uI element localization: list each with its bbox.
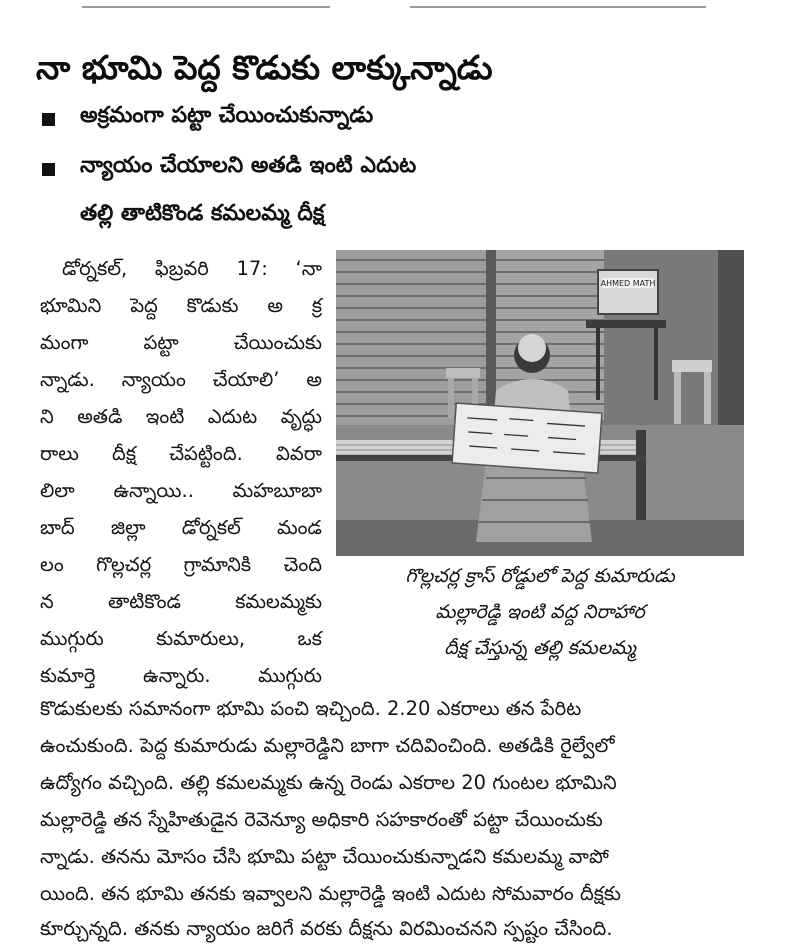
bullet-icon <box>42 163 55 176</box>
article-line: డోర్నకల్, ఫిబ్రవరి 17: ‘నా <box>62 257 322 280</box>
article-line: యింది. తన భూమి తనకు ఇవ్వాలని మల్లారెడ్డి ఇంటి ఎదుట సోమవారం దీక్షకు <box>40 882 621 905</box>
article-line: ఉద్యోగం వచ్చింది. తల్లి కమలమ్మకు ఉన్న రెండు ఎకరాల 20 గుంటల భూమిని <box>40 771 617 794</box>
article-line: ని అతడి ఇంటి ఎదుట వృద్ధు <box>40 405 322 428</box>
article-line: ముగ్గురు కుమారులు, ఒక <box>40 627 322 650</box>
news-photo <box>336 250 744 556</box>
bullet-icon <box>42 113 55 126</box>
article-line: న్నాడు. న్యాయం చేయాలి’ అ <box>40 368 322 391</box>
article-line: న్నాడు. తనను మోసం చేసి భూమి పట్టా చేయించుకున్నాడని కమలమ్మ వాపో <box>40 845 609 868</box>
article-line: కూర్చున్నది. తనకు న్యాయం జరిగే వరకు దీక్షను విరమించనని స్పష్టం చేసింది. <box>40 917 613 940</box>
photo-caption-line: మల్లారెడ్డి ఇంటి వద్ద నిరాహార <box>435 601 645 623</box>
top-rule-gap <box>330 2 410 10</box>
article-line: మల్లారెడ్డి తన స్నేహితుడైన రెవెన్యూ అధికారి సహకారంతో పట్టా చేయించుకు <box>40 808 603 831</box>
article-line: లిలా ఉన్నాయి.. మహబూబా <box>40 479 322 502</box>
subhead-2: న్యాయం చేయాలని అతడి ఇంటి ఎదుట <box>80 153 417 178</box>
article-line: కుమార్తె ఉన్నారు. ముగ్గురు <box>40 664 322 687</box>
headline: నా భూమి పెద్ద కొడుకు లాక్కున్నాడు <box>36 48 493 87</box>
article-line: ఉంచుకుంది. పెద్ద కుమారుడు మల్లారెడ్డిని బాగా చదివించింది. అతడికి రైల్వేలో <box>40 734 615 757</box>
subhead-3: తల్లి తాటికొండ కమలమ్మ దీక్ష <box>80 201 325 226</box>
article-column <box>40 250 322 694</box>
article-line: లం గొల్లచర్ల గ్రామానికి చెంది <box>40 553 322 576</box>
article-line: న తాటికొండ కమలమ్మకు <box>40 590 322 613</box>
article-line: భూమిని పెద్ద కొడుకు అ క్ర <box>40 294 322 317</box>
article-line: కొడుకులకు సమానంగా భూమి పంచి ఇచ్చింది. 2.20 ఎకరాలు తన పేరిట <box>40 697 582 720</box>
subhead-1: అక్రమంగా పట్టా చేయించుకున్నాడు <box>80 103 374 128</box>
shop-sign-text: AHMED MATH <box>600 279 656 288</box>
article-line: బాద్ జిల్లా డోర్నకల్ మండ <box>40 516 322 539</box>
photo-caption-line: దీక్ష చేస్తున్న తల్లి కమలమ్మ <box>444 637 636 659</box>
article-line: మంగా పట్టా చేయించుకు <box>40 331 322 354</box>
photo-caption-line: గొల్లచర్ల క్రాస్ రోడ్డులో పెద్ద కుమారుడు <box>405 565 675 587</box>
article-line: రాలు దీక్ష చేపట్టింది. వివరా <box>40 442 322 465</box>
